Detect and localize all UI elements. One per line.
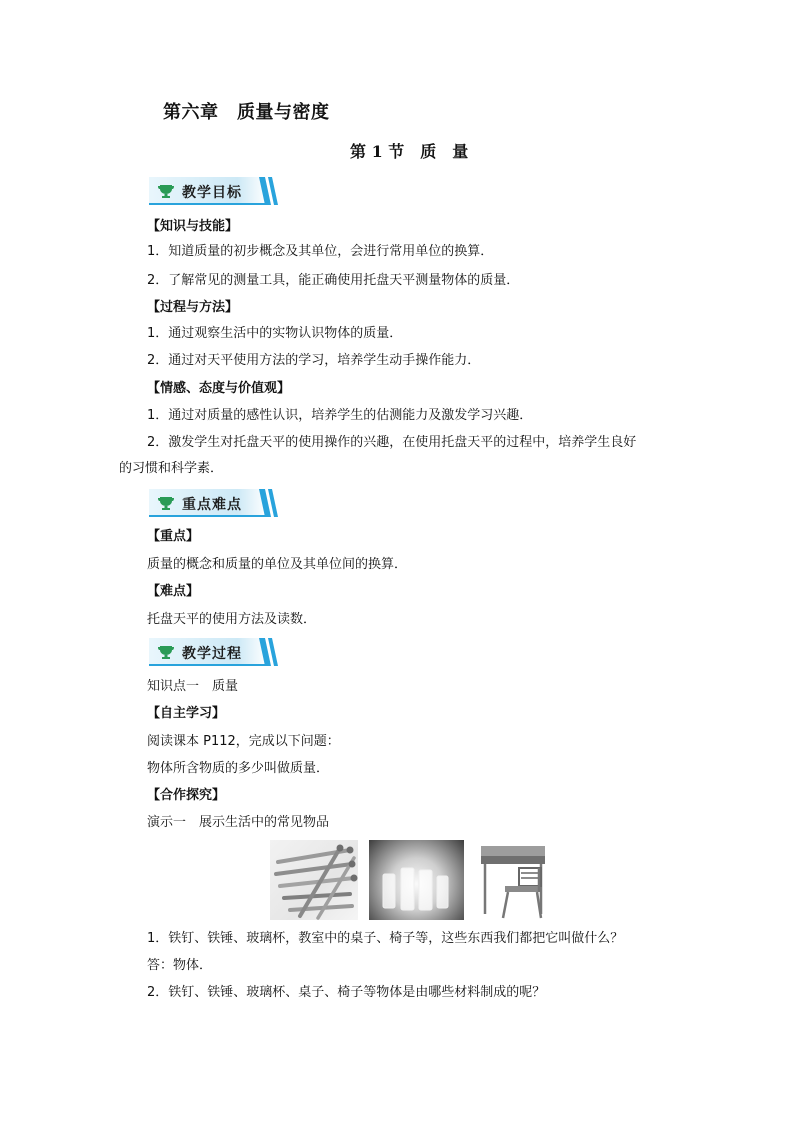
key-text: 质量的概念和质量的单位及其单位间的换算． — [147, 557, 408, 572]
nails-image — [270, 840, 358, 920]
banner-teaching-goals — [149, 177, 279, 205]
difficult-heading: 【难点】 — [147, 584, 200, 599]
demo-title: 演示一 展示生活中的常见物品 — [147, 815, 330, 830]
knowledge-heading: 【知识与技能】 — [147, 219, 239, 234]
trophy-cup-icon — [157, 495, 175, 511]
emotion-item-2-line-1: 2．激发学生对托盘天平的使用操作的兴趣，在使用托盘天平的过程中，培养学生良好 — [147, 435, 637, 450]
self-study-line-1: 阅读课本 P112，完成以下问题： — [147, 734, 340, 749]
self-study-heading: 【自主学习】 — [147, 706, 226, 721]
question-2: 2．铁钉、铁锤、玻璃杯、桌子、椅子等物体是由哪些材料制成的呢？ — [147, 985, 546, 1000]
glass-cups-photo — [369, 840, 464, 920]
question-1: 1．铁钉、铁锤、玻璃杯，教室中的桌子、椅子等，这些东西我们都把它叫做什么？ — [147, 931, 624, 946]
process-method-heading: 【过程与方法】 — [147, 300, 239, 315]
key-heading: 【重点】 — [147, 529, 200, 544]
banner-label: 重点难点 — [182, 497, 242, 513]
chapter-title: 第六章 质量与密度 — [163, 102, 330, 123]
section-title: 第 1 节 质 量 — [350, 142, 469, 161]
emotion-item-2-line-2: 的习惯和科学素． — [119, 461, 224, 476]
banner-label: 教学目标 — [182, 185, 242, 201]
trophy-cup-icon — [157, 644, 175, 660]
banner-key-points — [149, 489, 279, 517]
trophy-cup-icon — [157, 183, 175, 199]
cooperate-heading: 【合作探究】 — [147, 788, 226, 803]
desk-chair-image — [475, 840, 555, 920]
banner-label: 教学过程 — [182, 646, 242, 662]
answer-1: 答：物体． — [147, 958, 213, 973]
difficult-text: 托盘天平的使用方法及读数． — [147, 612, 317, 627]
process-method-item-1: 1．通过观察生活中的实物认识物体的质量． — [147, 326, 403, 341]
nails-photo — [270, 840, 358, 920]
emotion-heading: 【情感、态度与价值观】 — [147, 381, 291, 396]
process-method-item-2: 2．通过对天平使用方法的学习，培养学生动手操作能力． — [147, 353, 481, 368]
glass-cups-image — [369, 840, 464, 920]
banner-teaching-process — [149, 638, 279, 666]
desk-chair-photo — [475, 840, 555, 920]
self-study-line-2: 物体所含物质的多少叫做质量． — [147, 761, 330, 776]
knowledge-item-1: 1．知道质量的初步概念及其单位，会进行常用单位的换算． — [147, 244, 494, 259]
knowledge-item-2: 2．了解常见的测量工具，能正确使用托盘天平测量物体的质量． — [147, 273, 520, 288]
knowledge-point-title: 知识点一 质量 — [147, 679, 239, 694]
emotion-item-1: 1．通过对质量的感性认识，培养学生的估测能力及激发学习兴趣． — [147, 408, 533, 423]
